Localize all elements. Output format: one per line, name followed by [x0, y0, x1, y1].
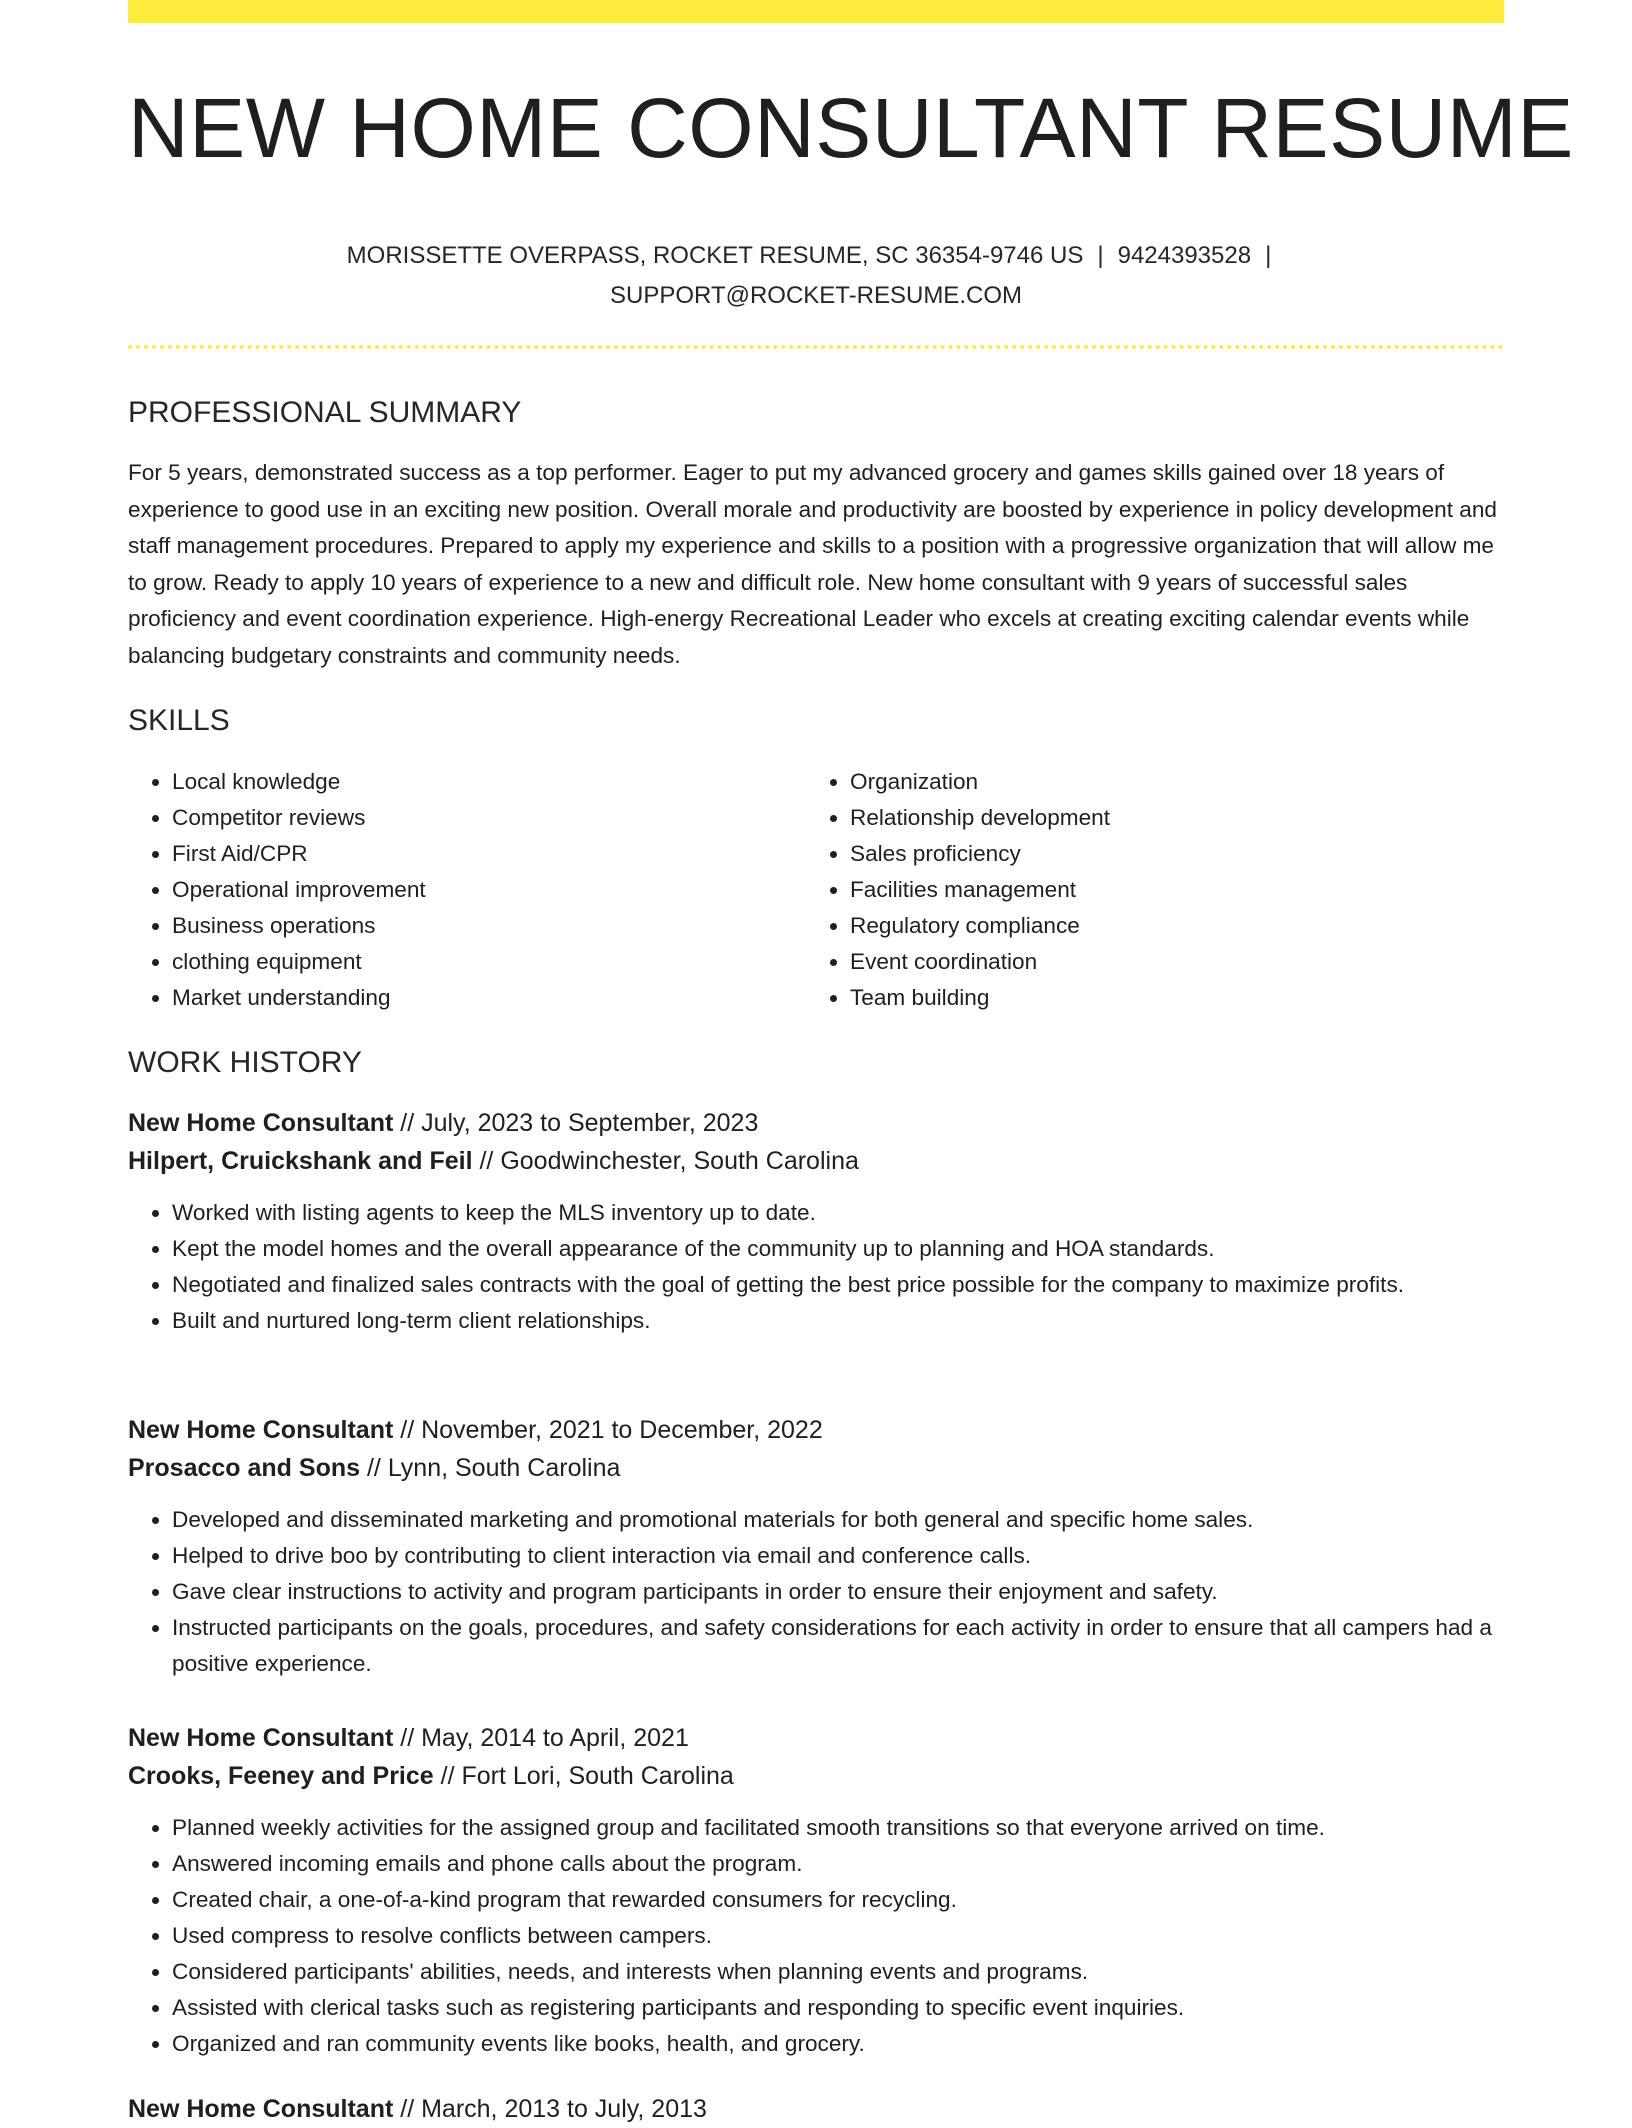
job-entry [128, 2090, 1504, 2128]
job-separator: // [360, 1454, 388, 1482]
accent-bar [128, 0, 1504, 23]
job-bullet: • Built and nurtured long-term client relationships. [172, 1303, 1504, 1339]
job-bullet: • Worked with listing agents to keep the MLS inventory up to date. [172, 1195, 1504, 1231]
job-entry [128, 1104, 1504, 1339]
job-bullet: • Negotiated and finalized sales contracts with the goal of getting the best price possible for the company to maximize profits. [172, 1267, 1504, 1303]
skills-column-left [128, 764, 808, 1016]
contact-email: SUPPORT@ROCKET-RESUME.COM [610, 282, 1022, 309]
job-separator: // [433, 1762, 462, 1790]
skill-item: • First Aid/CPR [172, 836, 808, 872]
resume-page [128, 0, 1574, 2123]
skill-item: • clothing equipment [172, 944, 808, 980]
job-location: Lynn, South Carolina [387, 1454, 621, 1482]
job-bullet: • Created chair, a one-of-a-kind program that rewarded consumers for recycling. [172, 1882, 1504, 1918]
job-title-line [128, 1104, 1504, 1142]
contact-separator: | [1265, 242, 1272, 269]
skills-column-right [806, 764, 1486, 1016]
skill-item: • Sales proficiency [850, 836, 1486, 872]
job-location: Fort Lori, South Carolina [461, 1762, 734, 1790]
job-bullet: • Assisted with clerical tasks such as registering participants and responding to specific event inquiries. [172, 1990, 1504, 2026]
skill-item: • Organization [850, 764, 1486, 800]
job-bullet: • Answered incoming emails and phone calls about the program. [172, 1846, 1504, 1882]
work-heading: WORK HISTORY [128, 1046, 362, 1079]
job-bullet: • Developed and disseminated marketing and promotional materials for both general and specific home sales. [172, 1502, 1504, 1538]
contact-phone: 9424393528 [1117, 242, 1252, 269]
job-bullets [128, 1810, 1504, 2062]
job-separator: // [393, 1109, 422, 1137]
job-title-line [128, 2090, 1504, 2128]
job-separator: // [472, 1147, 501, 1175]
job-bullet: • Gave clear instructions to activity and program participants in order to ensure their enjoyment and safety. [172, 1574, 1504, 1610]
job-entry [128, 1411, 1504, 1682]
skill-item: • Operational improvement [172, 872, 808, 908]
job-dates: July, 2023 to September, 2023 [421, 1109, 759, 1137]
job-separator: // [393, 2095, 422, 2123]
skill-item: • Market understanding [172, 980, 808, 1016]
job-bullets [128, 1195, 1504, 1339]
job-title: New Home Consultant [128, 1416, 394, 1444]
job-title: New Home Consultant [128, 1109, 394, 1137]
skill-item: • Local knowledge [172, 764, 808, 800]
job-bullet: • Helped to drive boo by contributing to client interaction via email and conference calls. [172, 1538, 1504, 1574]
skill-item: • Business operations [172, 908, 808, 944]
job-dates: March, 2013 to July, 2013 [421, 2095, 707, 2123]
job-separator: // [393, 1724, 422, 1752]
skill-item: • Event coordination [850, 944, 1486, 980]
contact-separator: | [1097, 242, 1104, 269]
job-dates: November, 2021 to December, 2022 [421, 1416, 823, 1444]
summary-heading: PROFESSIONAL SUMMARY [128, 396, 522, 429]
job-company: Hilpert, Cruickshank and Feil [128, 1147, 473, 1175]
job-separator: // [393, 1416, 422, 1444]
skill-item: • Relationship development [850, 800, 1486, 836]
job-bullet: • Organized and ran community events like books, health, and grocery. [172, 2026, 1504, 2062]
job-bullet: • Kept the model homes and the overall appearance of the community up to planning and HOA standards. [172, 1231, 1504, 1267]
job-title: New Home Consultant [128, 2095, 394, 2123]
job-title-line [128, 1411, 1504, 1449]
job-dates: May, 2014 to April, 2021 [421, 1724, 689, 1752]
contact-address: MORISSETTE OVERPASS, ROCKET RESUME, SC 36354-9746 US [346, 242, 1084, 269]
job-bullets [128, 1502, 1504, 1682]
skill-item: • Regulatory compliance [850, 908, 1486, 944]
skills-heading: SKILLS [128, 704, 230, 737]
resume-title: NEW HOME CONSULTANT RESUME [128, 81, 1574, 175]
header-divider [128, 345, 1504, 349]
job-bullet: • Instructed participants on the goals, procedures, and safety considerations for each activity in order to ensure that all campers had a positive experience. [172, 1610, 1504, 1682]
summary-text: For 5 years, demonstrated success as a top performer. Eager to put my advanced grocery and games skills gained over 18 years of experience to good use in an exciting new position. Overall morale and productivity are boosted by experience in policy development and staff management procedures. Prepared to apply my experience and skills to a position with a progressive organization that will allow me to grow. Ready to apply 10 years of experience to a new and difficult role. New home consultant with 9 years of successful sales proficiency and event coordination experience. High-energy Recreational Leader who excels at creating exciting calendar events while balancing budgetary constraints and community needs. [128, 460, 1497, 668]
job-bullet: • Used compress to resolve conflicts between campers. [172, 1918, 1504, 1954]
contact-info [128, 236, 1504, 316]
job-company-line [128, 1142, 1504, 1180]
skill-item: • Team building [850, 980, 1486, 1016]
job-company-line [128, 1757, 1504, 1795]
job-bullet: • Considered participants' abilities, needs, and interests when planning events and programs. [172, 1954, 1504, 1990]
job-title: New Home Consultant [128, 1724, 394, 1752]
job-location: Goodwinchester, South Carolina [500, 1147, 859, 1175]
job-entry [128, 1719, 1504, 2062]
skill-item: • Facilities management [850, 872, 1486, 908]
job-bullet: • Planned weekly activities for the assigned group and facilitated smooth transitions so that everyone arrived on time. [172, 1810, 1504, 1846]
job-company: Prosacco and Sons [128, 1454, 361, 1482]
job-company-line [128, 1449, 1504, 1487]
job-title-line [128, 1719, 1504, 1757]
skill-item: • Competitor reviews [172, 800, 808, 836]
job-company: Crooks, Feeney and Price [128, 1762, 434, 1790]
